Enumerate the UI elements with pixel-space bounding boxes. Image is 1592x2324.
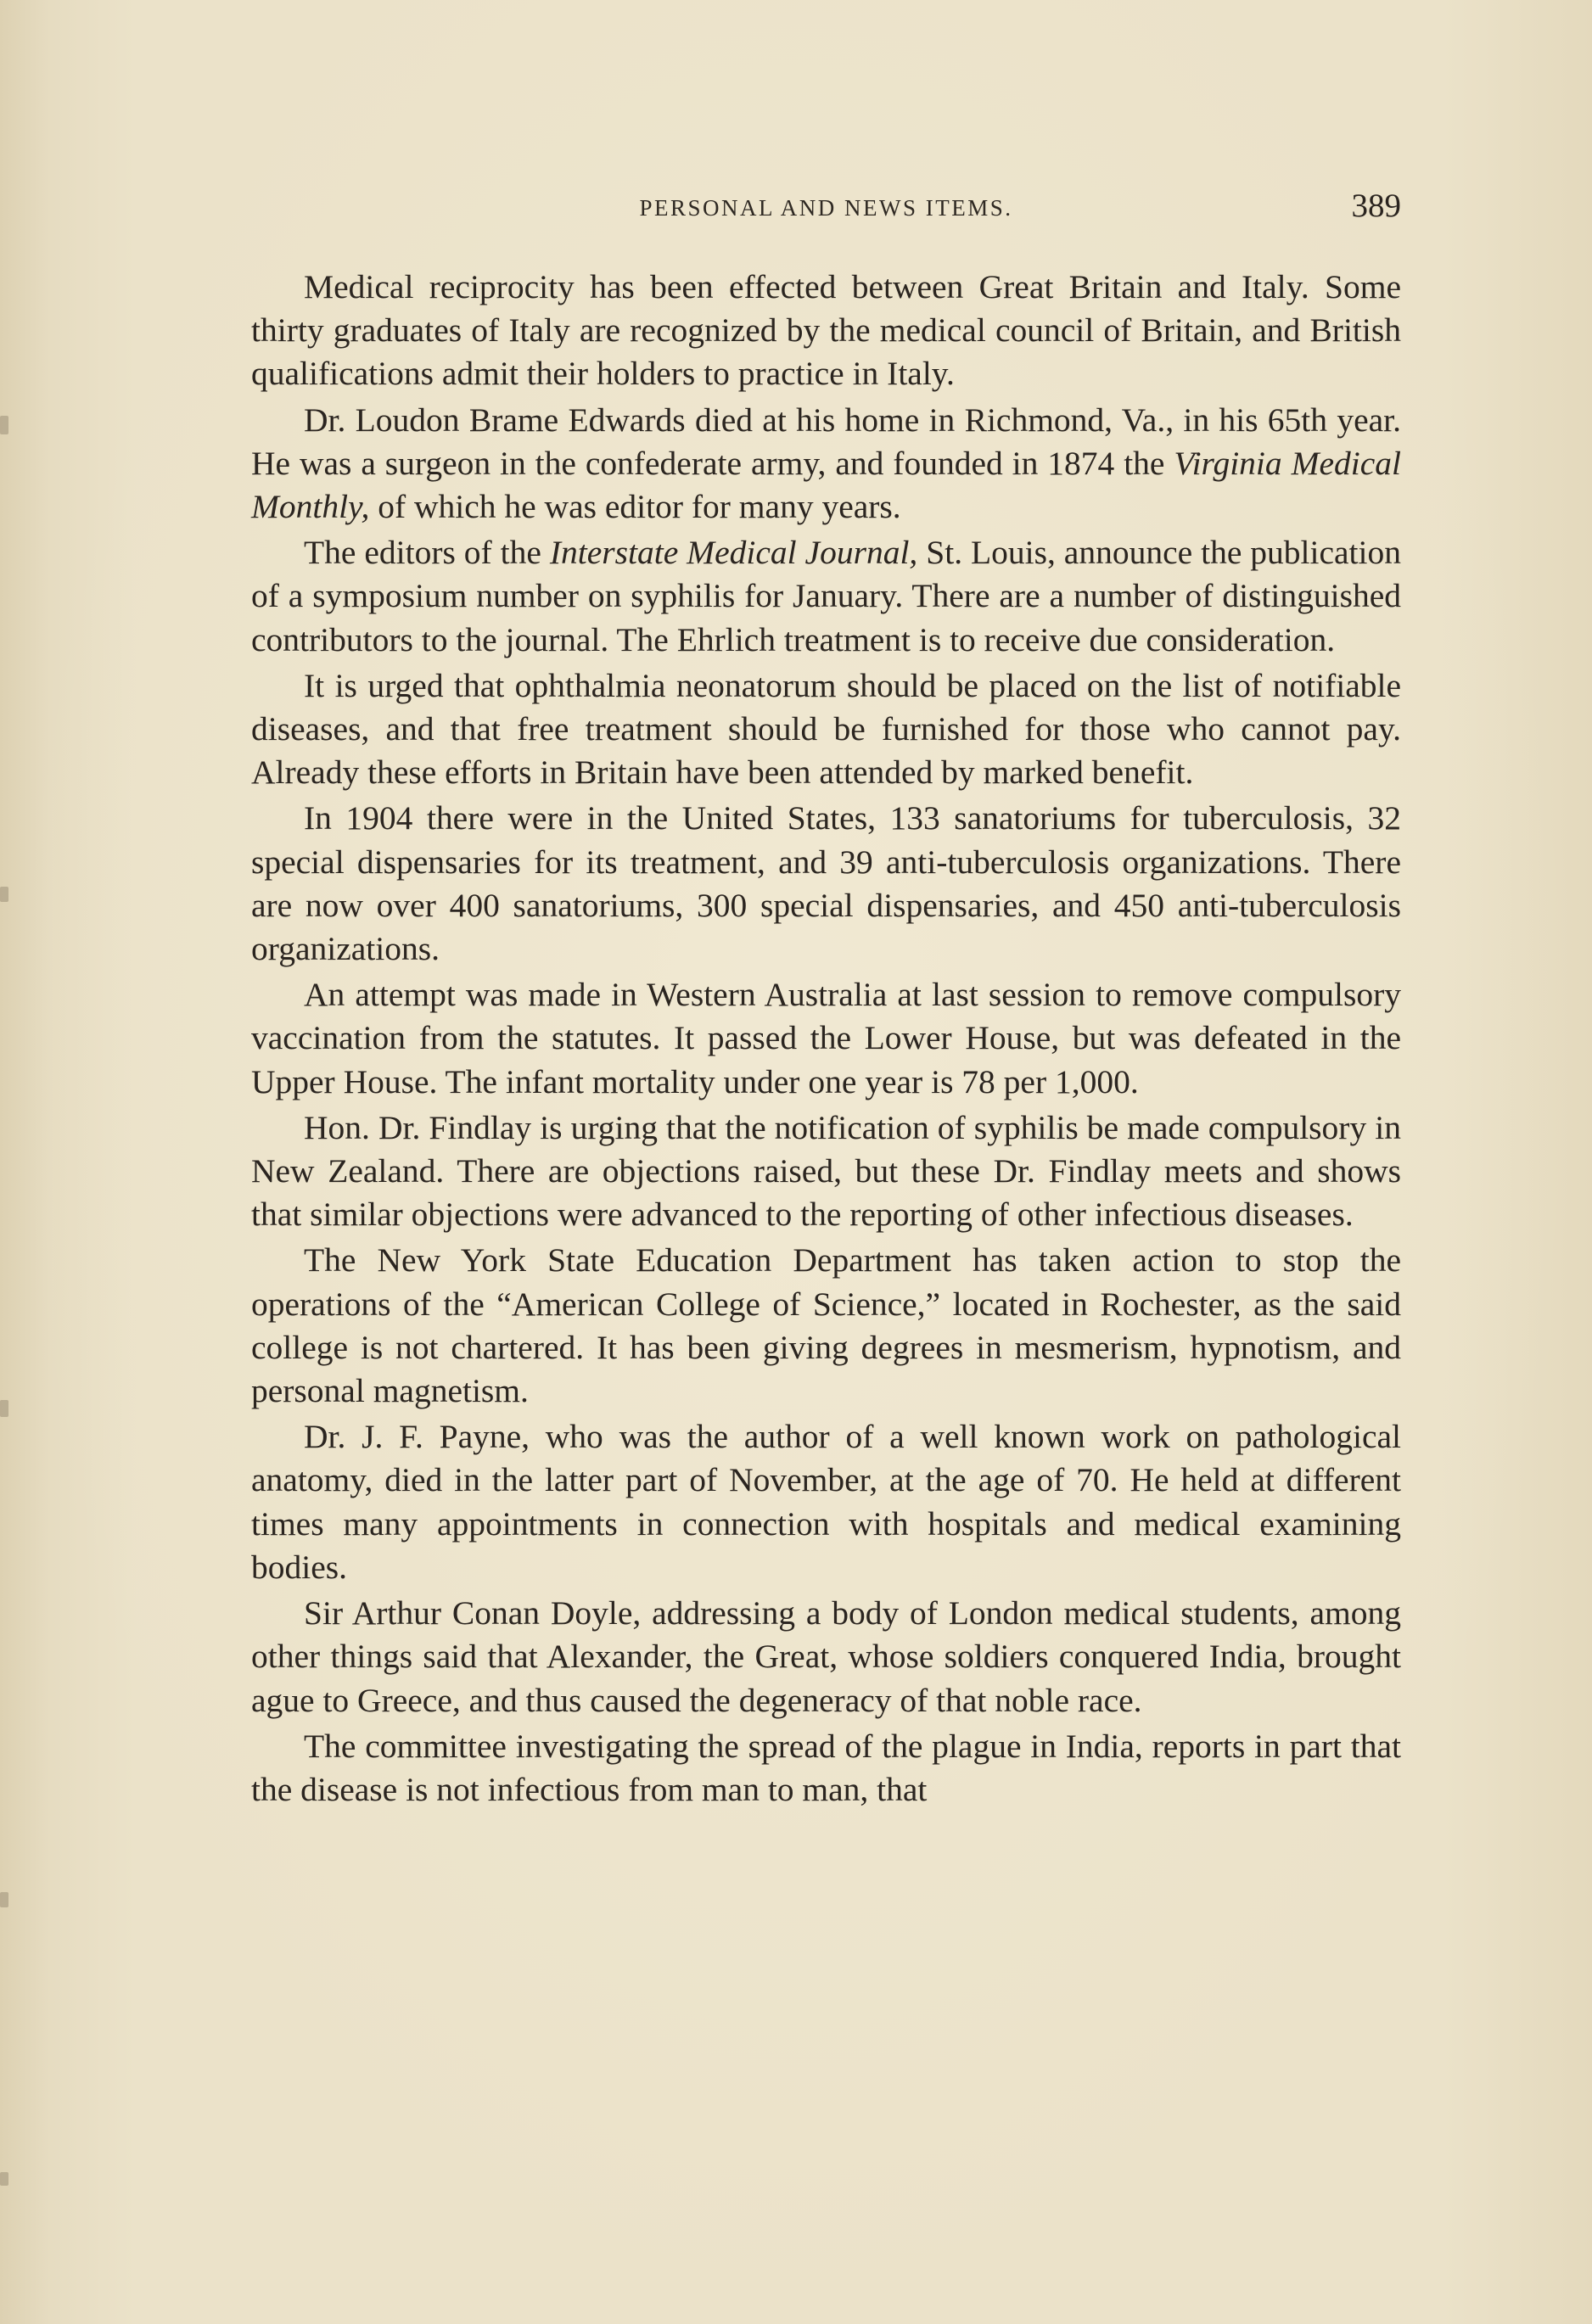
paragraph-text: Dr. Loudon Brame Edwards died at his home in Richmond, Va., in his 65th year. He was a surgeon in the confederate army, and founded in 1874 the — [251, 400, 1401, 482]
paragraph-ophthalmia — [251, 664, 1401, 795]
binding-mark — [0, 1892, 8, 1907]
paragraph-text: In 1904 there were in the United States, 133 sanatoriums for tuberculosis, 32 special dispensaries for its treatment, and 39 anti-tuberculosis organizations. There are now over 400 sanatoriums, 300 special dispensaries, and 450 anti-tuberculosis organizations. — [251, 799, 1401, 968]
running-head — [251, 187, 1401, 238]
paragraph-reciprocity — [251, 266, 1401, 396]
paragraph-findlay — [251, 1106, 1401, 1237]
paragraph-text: The New York State Education Department has taken action to stop the operations of the “American College of Science,” located in Rochester, as the said college is not chartered. It has been giving degrees in mesmerism, hypnotism, and personal magnetism. — [251, 1241, 1401, 1410]
binding-mark — [0, 1400, 8, 1417]
paragraph-plague — [251, 1725, 1401, 1812]
paragraph-edwards-obituary — [251, 399, 1401, 529]
journal-title: Virginia Medical Monthly, — [251, 444, 1401, 526]
paragraph-text: Hon. Dr. Findlay is urging that the notification of syphilis be made compulsory in New Zealand. There are objections raised, but these Dr. Findlay meets and shows that similar objections were advanced to the reporting of other infectious diseases. — [251, 1108, 1401, 1234]
paragraph-interstate-journal — [251, 531, 1401, 662]
paragraph-conan-doyle — [251, 1592, 1401, 1722]
paragraph-text: Medical reciprocity has been effected between Great Britain and Italy. Some thirty graduates of Italy are recognized by the medical council of Britain, and British qualifications admit their holders to practice in Italy. — [251, 268, 1401, 393]
paragraph-text: The committee investigating the spread of the plague in India, reports in part that the disease is not infectious from man to man, that — [251, 1727, 1401, 1808]
paragraph-text: Dr. J. F. Payne, who was the author of a well known work on pathological anatomy, died in the latter part of November, at the age of 70. He held at different times many appointments in connection with hospitals and medical examining bodies. — [251, 1418, 1401, 1586]
paragraph-text: Sir Arthur Conan Doyle, addressing a body of London medical students, among other things said that Alexander, the Great, whose soldiers conquered India, brought ague to Greece, and thus caused the degeneracy of that noble race. — [251, 1594, 1401, 1719]
binding-mark — [0, 2172, 8, 2186]
page-number: 389 — [1351, 188, 1401, 224]
paragraph-college-of-science — [251, 1239, 1401, 1413]
paragraph-payne-obituary — [251, 1415, 1401, 1589]
running-title: PERSONAL AND NEWS ITEMS. — [639, 195, 1013, 221]
paragraph-vaccination — [251, 973, 1401, 1104]
paragraph-tuberculosis — [251, 797, 1401, 971]
article-body — [251, 266, 1401, 1814]
binding-mark — [0, 887, 8, 902]
paragraph-text: St. Louis, announce the publication of a symposium number on syphilis for January. There are a number of distinguished contributors to the journal. The Ehrlich treatment is to receive due consideration. — [251, 534, 1402, 658]
journal-title: Interstate Medical Journal, — [549, 534, 918, 572]
paragraph-text: An attempt was made in Western Australia at last session to remove compulsory vaccination from the statutes. It passed the Lower House, but was defeated in the Upper House. The infant mortality under one year is 78 per 1,000. — [251, 976, 1401, 1100]
paragraph-text: of which he was editor for many years. — [369, 488, 901, 526]
paragraph-text: It is urged that ophthalmia neonatorum should be placed on the list of notifiable diseases, and that free treatment should be furnished for those who cannot pay. Already these efforts in Britain have been attended by marked benefit. — [251, 666, 1401, 792]
paragraph-text: The editors of the — [304, 534, 550, 572]
binding-mark — [0, 416, 8, 434]
